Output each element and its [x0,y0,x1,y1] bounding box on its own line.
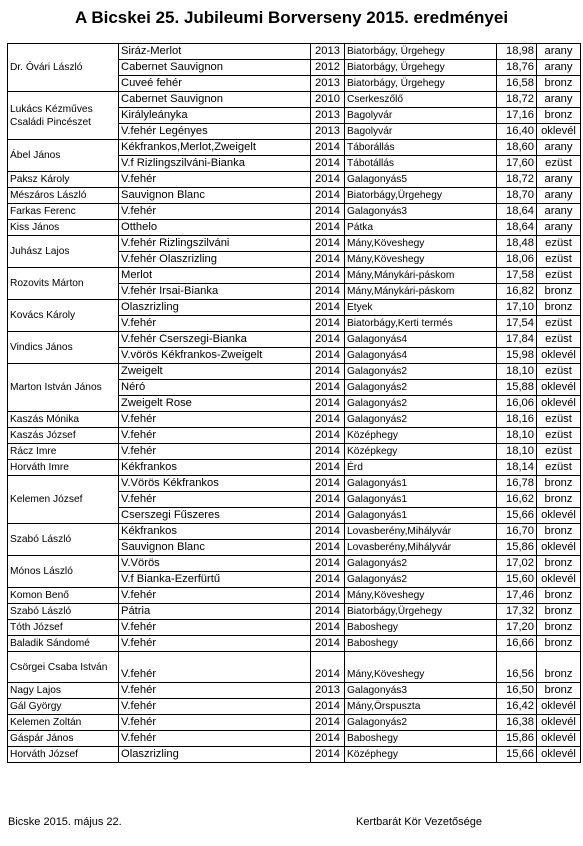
producer-name-cell: Lukács Kézműves Családi Pincészet [8,92,119,140]
score-cell: 18,64 [497,204,537,220]
location-cell: Középhegy [345,747,497,763]
wine-cell: V.fehér [119,428,311,444]
score-cell: 15,86 [497,731,537,747]
producer-name-cell: Mészáros László [8,188,119,204]
producer-name-cell: Farkas Ferenc [8,204,119,220]
wine-cell: Kékfrankos [119,524,311,540]
award-cell: bronz [537,492,581,508]
year-cell: 2014 [311,699,345,715]
award-cell: ezüst [537,412,581,428]
score-cell: 17,20 [497,620,537,636]
award-cell: oklevél [537,699,581,715]
location-cell: Baboshegy [345,620,497,636]
wine-cell: V.fehér [119,412,311,428]
location-cell: Mány,Köveshegy [345,252,497,268]
year-cell: 2014 [311,204,345,220]
table-row [8,220,581,236]
score-cell: 16,62 [497,492,537,508]
year-cell: 2013 [311,108,345,124]
award-cell: oklevél [537,124,581,140]
award-cell: bronz [537,636,581,652]
producer-name-cell: Rácz Imre [8,444,119,460]
location-cell: Középkegy [345,444,497,460]
table-row [8,44,581,60]
location-cell: Baboshegy [345,636,497,652]
score-cell: 18,10 [497,444,537,460]
wine-cell: Zweigelt Rose [119,396,311,412]
year-cell: 2013 [311,683,345,699]
wine-cell: Olaszrizling [119,747,311,763]
award-cell: ezüst [537,332,581,348]
location-cell: Etyek [345,300,497,316]
wine-cell: Királyleányka [119,108,311,124]
table-row [8,268,581,284]
score-cell: 16,82 [497,284,537,300]
award-cell: oklevél [537,715,581,731]
score-cell: 16,66 [497,636,537,652]
wine-cell: V.fehér Irsai-Bianka [119,284,311,300]
score-cell: 18,06 [497,252,537,268]
year-cell: 2014 [311,444,345,460]
award-cell: oklevél [537,540,581,556]
location-cell: Galagonyás2 [345,412,497,428]
table-row [8,364,581,380]
location-cell: Bagolyvár [345,108,497,124]
wine-cell: V.fehér [119,715,311,731]
award-cell: oklevél [537,380,581,396]
score-cell: 17,02 [497,556,537,572]
location-cell: Mány,Köveshegy [345,236,497,252]
year-cell: 2014 [311,524,345,540]
award-cell: ezüst [537,364,581,380]
location-cell: Mány,Köveshegy [345,652,497,683]
award-cell: oklevél [537,731,581,747]
score-cell: 18,10 [497,428,537,444]
table-row [8,620,581,636]
award-cell: ezüst [537,268,581,284]
year-cell: 2014 [311,620,345,636]
wine-cell: Siráz-Merlot [119,44,311,60]
score-cell: 15,66 [497,508,537,524]
location-cell: Galagonyás4 [345,348,497,364]
results-table-body [8,44,581,763]
location-cell: Cserkeszőlő [345,92,497,108]
award-cell: bronz [537,556,581,572]
score-cell: 18,16 [497,412,537,428]
year-cell: 2014 [311,268,345,284]
award-cell: ezüst [537,460,581,476]
award-cell: oklevél [537,348,581,364]
producer-name-cell: Rozovits Márton [8,268,119,300]
year-cell: 2013 [311,44,345,60]
award-cell: bronz [537,652,581,683]
table-row [8,588,581,604]
year-cell: 2014 [311,316,345,332]
table-row [8,428,581,444]
table-row [8,636,581,652]
score-cell: 17,60 [497,156,537,172]
table-row [8,604,581,620]
score-cell: 17,84 [497,332,537,348]
score-cell: 17,54 [497,316,537,332]
producer-name-cell: Vindics János [8,332,119,364]
award-cell: oklevél [537,572,581,588]
award-cell: arany [537,220,581,236]
producer-name-cell: Nagy Lajos [8,683,119,699]
year-cell: 2014 [311,492,345,508]
location-cell: Baboshegy [345,731,497,747]
location-cell: Biatorbágy,Ürgehegy [345,604,497,620]
year-cell: 2014 [311,252,345,268]
score-cell: 18,14 [497,460,537,476]
table-row [8,460,581,476]
wine-cell: Zweigelt [119,364,311,380]
location-cell: Galagonyás2 [345,556,497,572]
producer-name-cell: Paksz Károly [8,172,119,188]
award-cell: arany [537,188,581,204]
location-cell: Galagonyás1 [345,492,497,508]
award-cell: arany [537,172,581,188]
score-cell: 16,56 [497,652,537,683]
award-cell: ezüst [537,156,581,172]
location-cell: Mány,Köveshegy [345,588,497,604]
producer-name-cell: Horváth Imre [8,460,119,476]
year-cell: 2014 [311,380,345,396]
year-cell: 2014 [311,508,345,524]
location-cell: Biatorbágy, Ürgehegy [345,76,497,92]
year-cell: 2014 [311,364,345,380]
score-cell: 16,78 [497,476,537,492]
location-cell: Mány,Mánykári-páskom [345,284,497,300]
year-cell: 2014 [311,300,345,316]
location-cell: Tábotállás [345,156,497,172]
year-cell: 2014 [311,540,345,556]
producer-name-cell: Kovács Károly [8,300,119,332]
award-cell: bronz [537,108,581,124]
award-cell: ezüst [537,444,581,460]
producer-name-cell: Horváth József [8,747,119,763]
producer-name-cell: Kaszás Mónika [8,412,119,428]
year-cell: 2014 [311,572,345,588]
producer-name-cell: Kelemen József [8,476,119,524]
table-row [8,476,581,492]
year-cell: 2012 [311,60,345,76]
wine-cell: V.fehér [119,444,311,460]
award-cell: bronz [537,76,581,92]
page-title: A Bicskei 25. Jubileumi Borverseny 2015. eredményei [74,8,509,27]
award-cell: ezüst [537,316,581,332]
score-cell: 18,72 [497,92,537,108]
location-cell: Lovasberény,Mihályvár [345,524,497,540]
wine-cell: Cabernet Sauvignon [119,60,311,76]
wine-cell: V.fehér [119,172,311,188]
score-cell: 16,42 [497,699,537,715]
wine-cell: Pátria [119,604,311,620]
score-cell: 18,60 [497,140,537,156]
producer-name-cell: Ábel János [8,140,119,172]
score-cell: 17,46 [497,588,537,604]
year-cell: 2014 [311,652,345,683]
producer-name-cell: Kelemen Zoltán [8,715,119,731]
year-cell: 2014 [311,140,345,156]
year-cell: 2013 [311,76,345,92]
table-row [8,556,581,572]
award-cell: oklevél [537,396,581,412]
score-cell: 18,10 [497,364,537,380]
year-cell: 2014 [311,460,345,476]
wine-cell: V.Vörös [119,556,311,572]
year-cell: 2014 [311,220,345,236]
producer-name-cell: Komon Benő [8,588,119,604]
location-cell: Galagonyás3 [345,204,497,220]
wine-cell: V.fehér [119,204,311,220]
score-cell: 17,32 [497,604,537,620]
score-cell: 18,64 [497,220,537,236]
score-cell: 16,06 [497,396,537,412]
award-cell: arany [537,60,581,76]
producer-name-cell: Baladik Sándomé [8,636,119,652]
table-row [8,699,581,715]
wine-cell: V.fehér [119,683,311,699]
producer-name-cell: Gál György [8,699,119,715]
wine-cell: V.fehér [119,636,311,652]
year-cell: 2014 [311,396,345,412]
location-cell: Mány,Mánykári-páskom [345,268,497,284]
footer-date: Bicske 2015. május 22. [8,816,122,828]
table-row [8,683,581,699]
award-cell: bronz [537,284,581,300]
wine-cell: V.fehér [119,588,311,604]
year-cell: 2014 [311,348,345,364]
table-row [8,236,581,252]
location-cell: Táborállás [345,140,497,156]
score-cell: 15,66 [497,747,537,763]
award-cell: oklevél [537,747,581,763]
score-cell: 18,72 [497,172,537,188]
location-cell: Galagonyás1 [345,476,497,492]
producer-name-cell: Dr. Óvári László [8,44,119,92]
producer-name-cell: Kaszás József [8,428,119,444]
wine-cell: V.fehér [119,699,311,715]
footer-signature: Kertbarát Kör Vezetősége [356,816,482,828]
year-cell: 2014 [311,188,345,204]
location-cell: Galagonyás3 [345,683,497,699]
score-cell: 16,40 [497,124,537,140]
score-cell: 18,98 [497,44,537,60]
table-row [8,300,581,316]
location-cell: Galagonyás2 [345,380,497,396]
wine-cell: V.f Rizlingszilváni-Bianka [119,156,311,172]
wine-cell: V.fehér Olaszrizling [119,252,311,268]
score-cell: 16,38 [497,715,537,731]
table-row [8,715,581,731]
year-cell: 2014 [311,715,345,731]
location-cell: Biatorbágy, Ürgehegy [345,44,497,60]
award-cell: arany [537,204,581,220]
wine-cell: Merlot [119,268,311,284]
year-cell: 2014 [311,428,345,444]
producer-name-cell: Csörgei Csaba István [8,652,119,683]
location-cell: Galagonyás2 [345,396,497,412]
year-cell: 2014 [311,332,345,348]
table-row [8,204,581,220]
award-cell: arany [537,140,581,156]
wine-cell: V.vörös Kékfrankos-Zweigelt [119,348,311,364]
location-cell: Mány,Örspuszta [345,699,497,715]
score-cell: 15,88 [497,380,537,396]
wine-cell: V.fehér Rizlingszilváni [119,236,311,252]
award-cell: bronz [537,620,581,636]
wine-cell: V.fehér [119,620,311,636]
results-table [7,43,581,763]
location-cell: Galagonyás2 [345,715,497,731]
table-row [8,188,581,204]
producer-name-cell: Marton István János [8,364,119,412]
year-cell: 2014 [311,156,345,172]
producer-name-cell: Gáspár János [8,731,119,747]
producer-name-cell: Mónos László [8,556,119,588]
year-cell: 2014 [311,284,345,300]
wine-cell: V.fehér [119,316,311,332]
location-cell: Galagonyás5 [345,172,497,188]
score-cell: 17,16 [497,108,537,124]
score-cell: 15,60 [497,572,537,588]
table-row [8,444,581,460]
score-cell: 15,98 [497,348,537,364]
award-cell: bronz [537,524,581,540]
table-row [8,332,581,348]
location-cell: Biatorbágy,Ürgehegy [345,188,497,204]
table-row [8,652,581,683]
location-cell: Érd [345,460,497,476]
year-cell: 2014 [311,556,345,572]
year-cell: 2014 [311,412,345,428]
location-cell: Biatorbágy, Ürgehegy [345,60,497,76]
location-cell: Galagonyás2 [345,364,497,380]
score-cell: 16,70 [497,524,537,540]
award-cell: ezüst [537,252,581,268]
wine-cell: Otthelo [119,220,311,236]
wine-cell: Sauvignon Blanc [119,540,311,556]
table-row [8,92,581,108]
score-cell: 18,48 [497,236,537,252]
location-cell: Pátka [345,220,497,236]
award-cell: arany [537,44,581,60]
year-cell: 2010 [311,92,345,108]
wine-cell: V.fehér [119,492,311,508]
location-cell: Galagonyás4 [345,332,497,348]
table-row [8,747,581,763]
table-row [8,524,581,540]
table-row [8,172,581,188]
wine-cell: Olaszrizling [119,300,311,316]
wine-cell: V.fehér Legényes [119,124,311,140]
award-cell: ezüst [537,236,581,252]
location-cell: Bagolyvár [345,124,497,140]
wine-cell: V.fehér Cserszegi-Bianka [119,332,311,348]
score-cell: 16,50 [497,683,537,699]
score-cell: 18,76 [497,60,537,76]
producer-name-cell: Szabó László [8,524,119,556]
wine-cell: V.Vörös Kékfrankos [119,476,311,492]
producer-name-cell: Juhász Lajos [8,236,119,268]
year-cell: 2014 [311,747,345,763]
producer-name-cell: Kiss János [8,220,119,236]
score-cell: 16,58 [497,76,537,92]
wine-cell: V.fehér [119,652,311,683]
producer-name-cell: Szabó László [8,604,119,620]
award-cell: bronz [537,588,581,604]
wine-cell: Kékfrankos [119,460,311,476]
location-cell: Lovasberény,Mihályvár [345,540,497,556]
table-row [8,140,581,156]
award-cell: oklevél [537,508,581,524]
producer-name-cell: Tóth József [8,620,119,636]
wine-cell: Sauvignon Blanc [119,188,311,204]
award-cell: bronz [537,476,581,492]
table-row [8,731,581,747]
year-cell: 2014 [311,604,345,620]
wine-cell: Cuveé fehér [119,76,311,92]
year-cell: 2014 [311,636,345,652]
location-cell: Galagonyás1 [345,508,497,524]
location-cell: Középhegy [345,428,497,444]
location-cell: Galagonyás2 [345,572,497,588]
award-cell: bronz [537,300,581,316]
year-cell: 2014 [311,731,345,747]
wine-cell: Néró [119,380,311,396]
score-cell: 17,58 [497,268,537,284]
year-cell: 2014 [311,476,345,492]
year-cell: 2014 [311,236,345,252]
location-cell: Biatorbágy,Kerti termés [345,316,497,332]
year-cell: 2014 [311,172,345,188]
wine-cell: Cserszegi Fűszeres [119,508,311,524]
award-cell: bronz [537,683,581,699]
award-cell: bronz [537,604,581,620]
score-cell: 15,86 [497,540,537,556]
wine-cell: Cabernet Sauvignon [119,92,311,108]
wine-cell: V.f Bianka-Ezerfürtű [119,572,311,588]
wine-cell: V.fehér [119,731,311,747]
year-cell: 2013 [311,124,345,140]
award-cell: ezüst [537,428,581,444]
year-cell: 2014 [311,588,345,604]
score-cell: 17,10 [497,300,537,316]
score-cell: 18,70 [497,188,537,204]
wine-cell: Kékfrankos,Merlot,Zweigelt [119,140,311,156]
table-row [8,412,581,428]
award-cell: arany [537,92,581,108]
